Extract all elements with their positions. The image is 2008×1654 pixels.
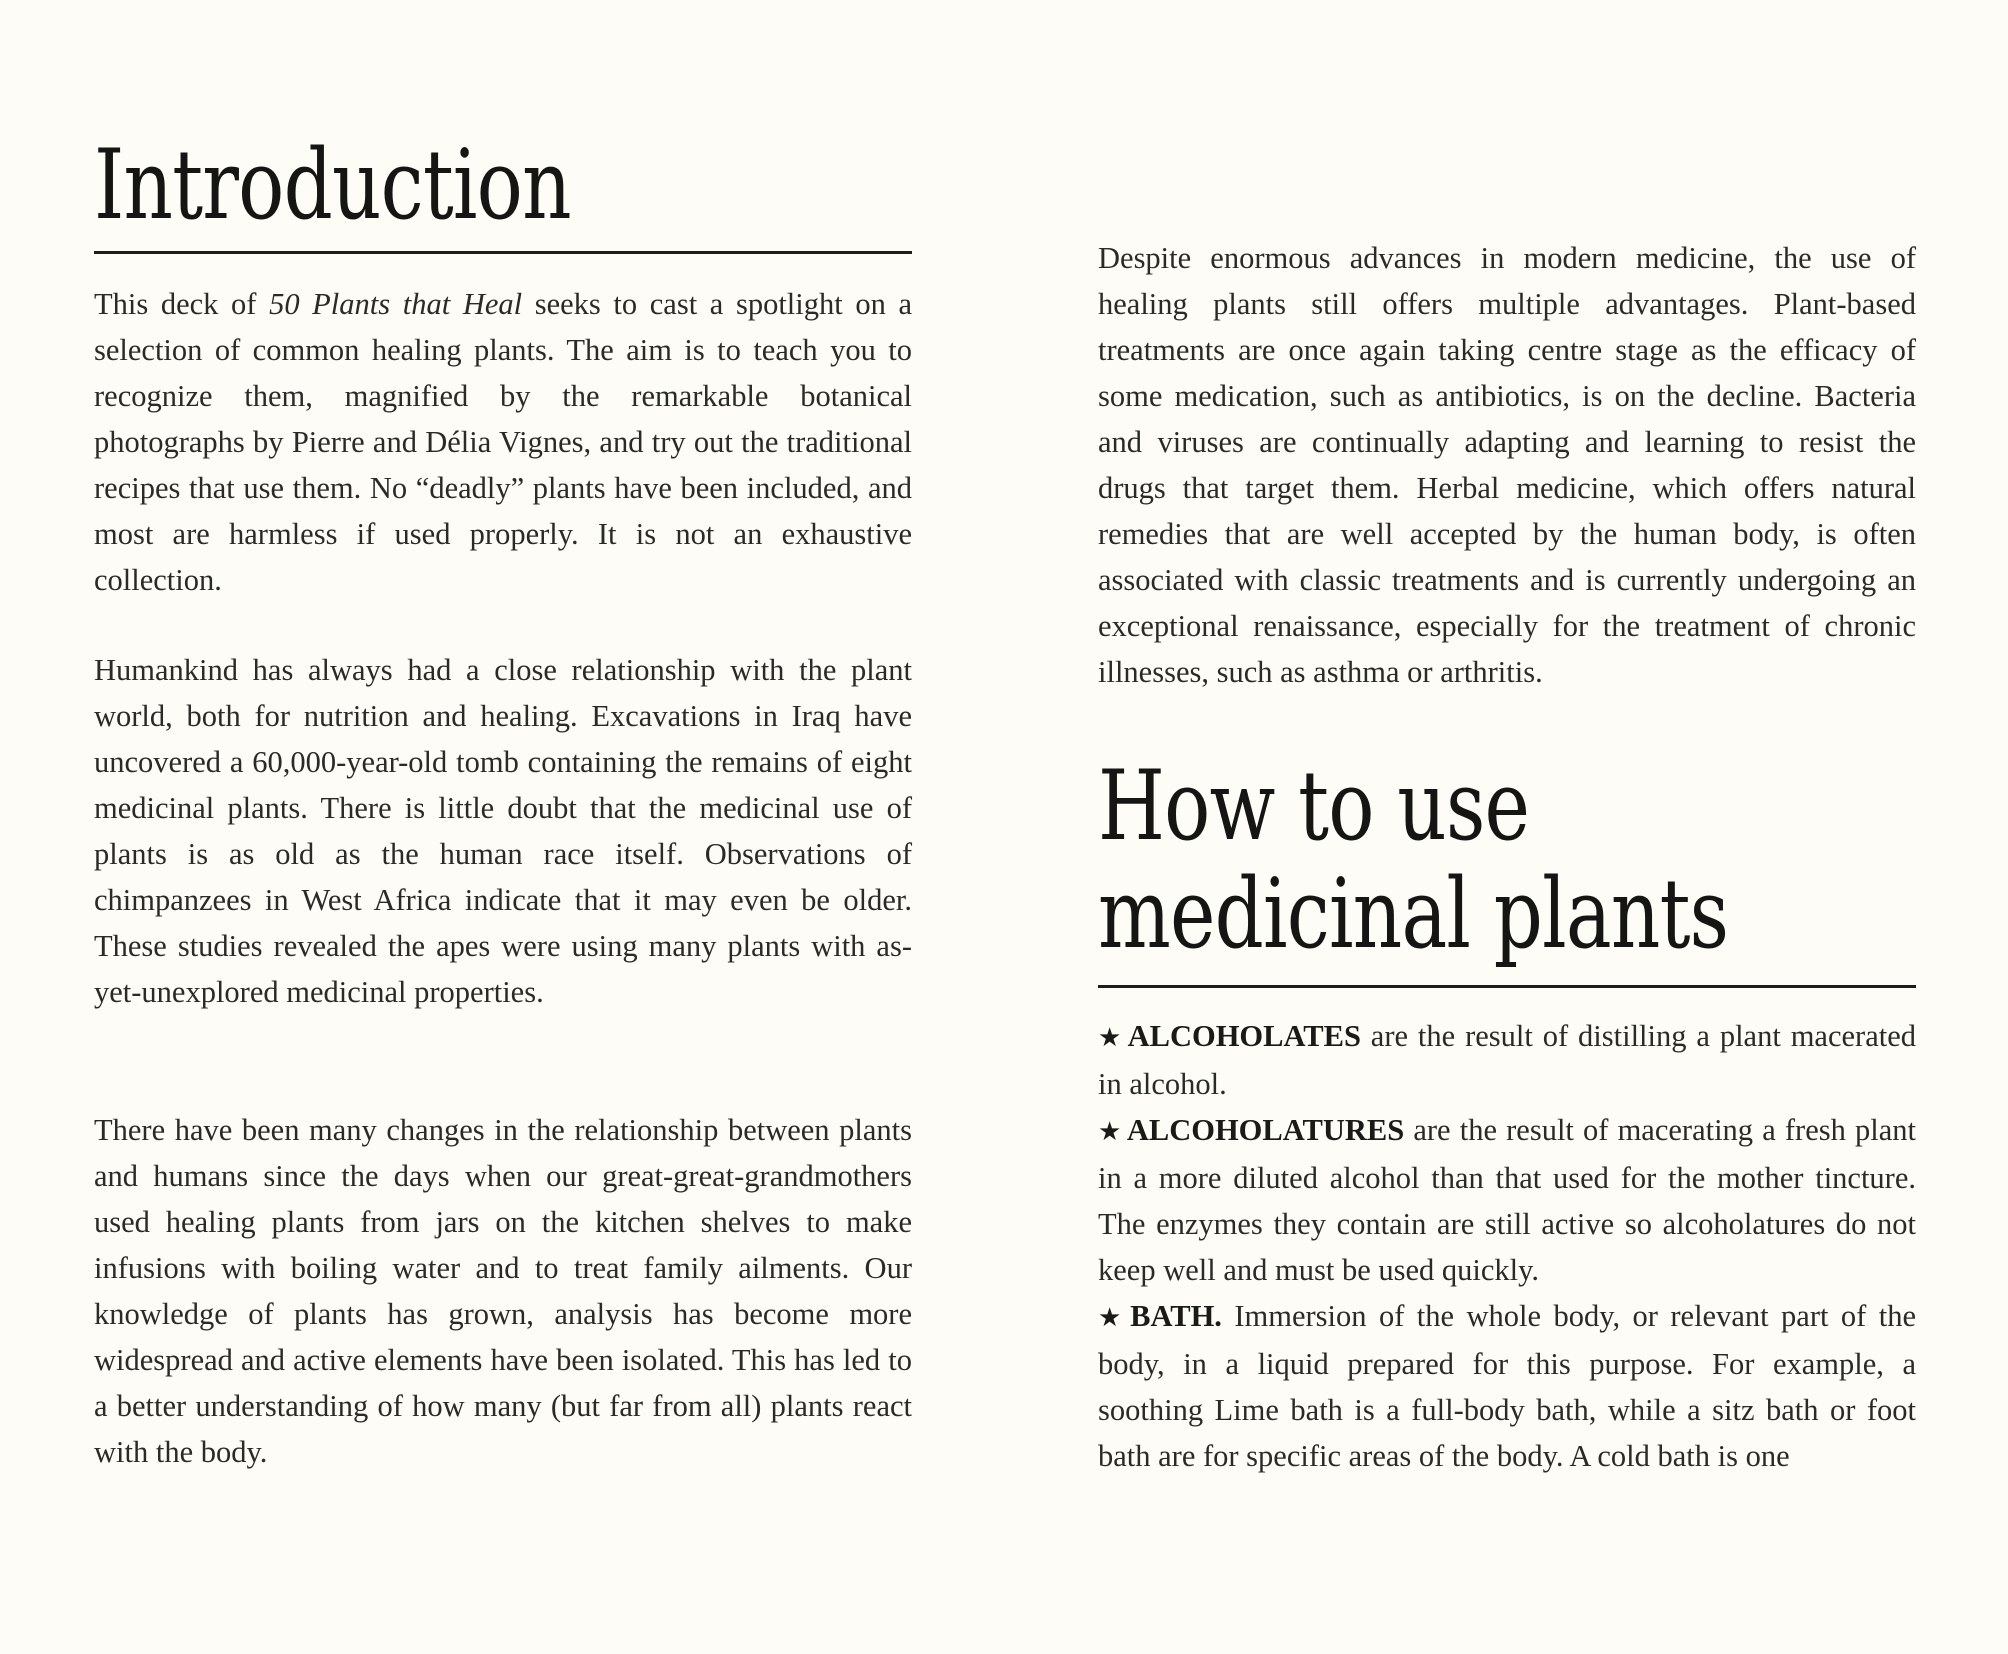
intro-paragraph-3: There have been many changes in the relationship between plants and humans since the days when our great-great-grandmothers used healing plants from jars on the kitchen shelves to make infusions with boiling water and to treat family ailments. Our knowledge of plants has grown, analysis has become more widespread and active elements have been isolated. This has led to a better understanding of how many (but far from all) plants react with the body. [94,1113,912,1469]
glossary-list [1098,1013,1916,1479]
glossary-entry [1098,1293,1916,1479]
glossary-definition: are the result of distilling a plant macerated in alcohol. [1098,1019,1916,1101]
glossary-term: ALCOHOLATURES [1126,1113,1405,1147]
glossary-entry [1098,1107,1916,1293]
section-title-line-1: How to use [1098,750,1530,862]
intro-p1-text-start: This deck of [94,287,270,321]
section-title-line-2: medicinal plants [1098,858,1729,970]
page-title: Introduction [94,129,571,241]
title-divider [94,251,912,254]
intro-paragraph-1 [94,281,912,603]
intro-paragraph-4: Despite enormous advances in modern medicine, the use of healing plants still offers multiple advantages. Plant-based treatments are once again taking centre stage as the efficacy of some medication, such as antibiotics, is on the decline. Bacteria and viruses are continually adapting and learning to resist the drugs that target them. Herbal medicine, which offers natural remedies that are well accepted by the human body, is often associated with classic treatments and is currently undergoing an exceptional renaissance, especially for the treatment of chronic illnesses, such as asthma or arthritis. [1098,241,1916,689]
star-icon: ★ [1098,1117,1123,1147]
star-icon: ★ [1098,1023,1124,1053]
glossary-entry [1098,1013,1916,1107]
glossary-definition: Immersion of the whole body, or relevant part of the body, in a liquid prepared for this purpose. For example, a soothing Lime bath is a full-body bath, while a sitz bath or foot bath are for specific areas of the body. A cold bath is one [1098,1299,1916,1473]
book-title: 50 Plants that Heal [269,287,523,321]
section-title [1098,752,1728,968]
glossary-term: ALCOHOLATES [1127,1019,1361,1053]
intro-paragraph-2: Humankind has always had a close relationship with the plant world, both for nutrition and healing. Excavations in Iraq have uncovered a 60,000-year-old tomb containing the remains of eight medicinal plants. There is little doubt that the medicinal use of plants is as old as the human race itself. Observations of chimpanzees in West Africa indicate that it may even be older. These studies revealed the apes were using many plants with as-yet-unexplored medicinal properties. [94,653,912,1009]
glossary-term: BATH. [1130,1299,1222,1333]
intro-p1-text-end: seeks to cast a spotlight on a selection of common healing plants. The aim is to teach you to recognize them, magnified by the remarkable botanical photographs by Pierre and Délia Vignes, and try out the traditional recipes that use them. No “deadly” plants have been included, and most are harmless if used properly. It is not an exhaustive collection. [94,287,912,597]
section-divider [1098,985,1916,988]
star-icon: ★ [1098,1303,1127,1333]
glossary-definition: are the result of macerating a fresh plant in a more diluted alcohol than that used for the mother tincture. The enzymes they contain are still active so alcoholatures do not keep well and must be used quickly. [1098,1113,1916,1287]
